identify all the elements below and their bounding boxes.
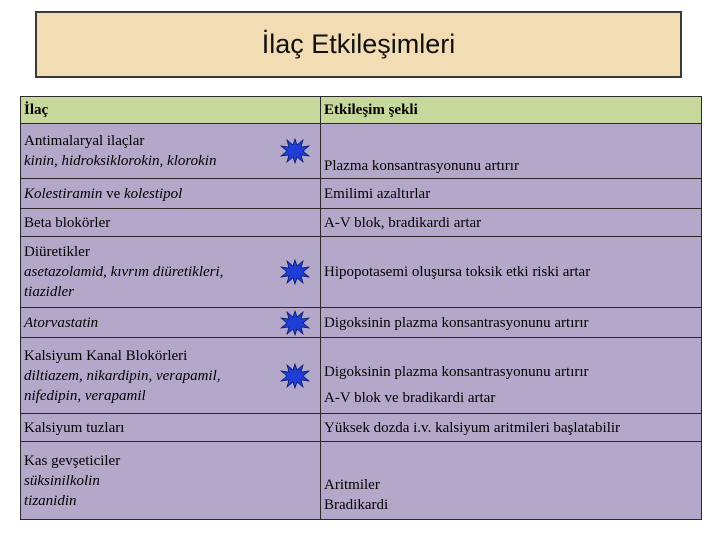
drug-name: Beta blokörler <box>24 214 111 231</box>
drug-name: Diüretikler <box>24 244 90 260</box>
table-row <box>21 179 702 209</box>
drug-cell <box>21 209 321 237</box>
drug-cell <box>21 414 321 442</box>
table-row <box>21 237 702 308</box>
drug-examples: tizanidin <box>24 492 77 509</box>
effect-text: Bradikardi <box>324 497 389 513</box>
table-row <box>21 308 702 338</box>
burst-icon <box>280 363 310 389</box>
drug-cell <box>21 179 321 209</box>
effect-text: A-V blok, bradikardi artar <box>324 214 482 231</box>
table-row <box>21 414 702 442</box>
drug-name: Kas gevşeticiler <box>24 452 121 469</box>
effect-text: Emilimi azaltırlar <box>324 185 431 202</box>
drug-cell <box>21 308 321 338</box>
effect-cell <box>321 209 702 237</box>
effect-cell <box>321 338 702 414</box>
effect-text: Aritmiler <box>324 477 380 493</box>
drug-examples: kinin, hidroksiklorokin, klorokin <box>24 153 217 169</box>
header-effect: Etkileşim şekli <box>321 97 702 124</box>
drug-cell <box>21 124 321 179</box>
drug-name-part: kolestipol <box>124 185 183 202</box>
effect-text: A-V blok ve bradikardi artar <box>324 390 496 406</box>
drug-examples: süksinilkolin <box>24 472 100 489</box>
drug-name-part: Kolestiramin <box>24 185 103 202</box>
drug-examples: asetazolamid, kıvrım diüretikleri, tiazidler <box>24 264 224 300</box>
drug-name-connector: ve <box>102 185 125 202</box>
effect-cell <box>321 179 702 209</box>
effect-cell <box>321 442 702 520</box>
drug-examples: diltiazem, nikardipin, verapamil, nifedipin, verapamil <box>24 367 221 404</box>
drug-interaction-table <box>20 96 702 520</box>
burst-icon <box>280 259 310 285</box>
drug-cell <box>21 338 321 414</box>
effect-cell <box>321 414 702 442</box>
drug-cell <box>21 442 321 520</box>
drug-cell <box>21 237 321 308</box>
effect-cell <box>321 124 702 179</box>
drug-name: Kalsiyum tuzları <box>24 419 125 436</box>
effect-text: Plazma konsantrasyonunu artırır <box>324 158 519 174</box>
page-title: İlaç Etkileşimleri <box>261 29 456 59</box>
title-box <box>35 11 682 78</box>
effect-text: Digoksinin plazma konsantrasyonunu artırır <box>324 314 589 331</box>
effect-text: Hipopotasemi oluşursa toksik etki riski artar <box>324 264 591 280</box>
effect-cell <box>321 308 702 338</box>
effect-cell <box>321 237 702 308</box>
drug-name: Atorvastatin <box>24 314 99 331</box>
drug-name: Antimalaryal ilaçlar <box>24 133 145 149</box>
table-row <box>21 338 702 414</box>
table-row <box>21 442 702 520</box>
effect-text: Yüksek dozda i.v. kalsiyum aritmileri başlatabilir <box>324 419 621 436</box>
table-header-row <box>21 97 702 124</box>
burst-icon <box>280 138 310 164</box>
drug-name: Kalsiyum Kanal Blokörleri <box>24 347 188 364</box>
table-row <box>21 124 702 179</box>
effect-text: Digoksinin plazma konsantrasyonunu artırır <box>324 364 589 380</box>
header-drug: İlaç <box>21 97 321 124</box>
table-row <box>21 209 702 237</box>
burst-icon <box>280 310 310 336</box>
